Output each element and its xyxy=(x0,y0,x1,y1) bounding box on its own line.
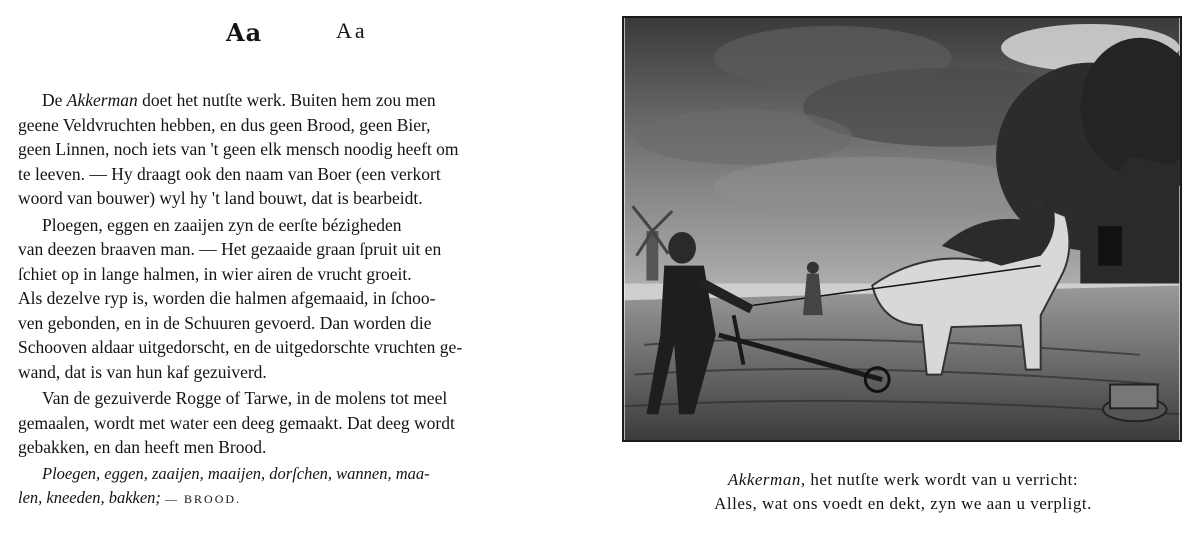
text-line: van deezen braaven man. — Het gezaaide graan ſpruit uit en xyxy=(18,239,442,259)
text-line: Schooven aldaar uitgedorscht, en de uitgedorschte vruchten ge- xyxy=(18,337,463,357)
heading-roman: Aa xyxy=(336,18,368,43)
italic-word: Akkerman xyxy=(66,90,138,110)
text-page xyxy=(18,14,578,512)
text-line: gebakken, en dan heeft men Brood. xyxy=(18,437,267,457)
basket-icon xyxy=(1103,385,1166,422)
text-line: geen Linnen, noch iets van 't geen elk mensch noodig heeft om xyxy=(18,139,459,159)
text-line: Als dezelve ryp is, worden die halmen afgemaaid, in ſchoo- xyxy=(18,288,436,308)
cloud xyxy=(714,157,1031,216)
paragraph-ploegen xyxy=(18,213,578,385)
text-line xyxy=(18,88,578,113)
brood-word: — BROOD. xyxy=(165,492,242,506)
paragraph-akkerman xyxy=(18,88,578,211)
text-line: te leeven. — Hy draagt ook den naam van Boer (een verkort xyxy=(18,163,441,184)
text-line: ſchiet op in lange halmen, in wier airen de vrucht groeit. xyxy=(18,263,412,284)
text-line: geene Veldvruchten hebben, en dus geen Brood, geen Bier, xyxy=(18,114,431,135)
text-line: woord van bouwer) wyl hy 't land bouwt, dat is bearbeidt. xyxy=(18,188,423,208)
page-heading xyxy=(18,14,578,54)
text-line: ven gebonden, en in de Schuuren gevoerd. Dan worden die xyxy=(18,312,432,333)
illustration-panel xyxy=(622,16,1184,516)
paragraph-rogge xyxy=(18,386,578,460)
caption-italic-word: Akkerman, xyxy=(727,470,806,489)
cloud xyxy=(635,109,853,164)
caption-line xyxy=(622,468,1184,492)
farmhouse-door xyxy=(1098,226,1122,266)
text-line: Ploegen, eggen, zaaijen, maaijen, dorſchen, wannen, maa- xyxy=(42,463,430,483)
text-line: wand, dat is van hun kaf gezuiverd. xyxy=(18,361,267,382)
heading-fraktur: Aa xyxy=(226,18,263,47)
illustration-caption xyxy=(622,468,1184,516)
ploughman-engraving xyxy=(622,16,1182,442)
text-line: Van de gezuiverde Rogge of Tarwe, in de molens tot meel xyxy=(42,388,448,408)
text-start: De xyxy=(42,90,63,110)
italic-words: len, kneeden, bakken; xyxy=(18,488,161,507)
text-rest: doet het nutſte werk. Buiten hem zou men xyxy=(142,90,436,110)
text-line: gemaalen, wordt met water een deeg gemaakt. Dat deeg wordt xyxy=(18,412,455,433)
paragraph-summary xyxy=(18,462,578,512)
text-line: Ploegen, eggen en zaaijen zyn de eerſte bézigheden xyxy=(42,214,402,235)
caption-text: het nutſte werk wordt van u verricht: xyxy=(810,470,1079,489)
caption-line: Alles, wat ons voedt en dekt, zyn we aan u verpligt. xyxy=(714,494,1092,513)
text-line xyxy=(18,486,578,512)
